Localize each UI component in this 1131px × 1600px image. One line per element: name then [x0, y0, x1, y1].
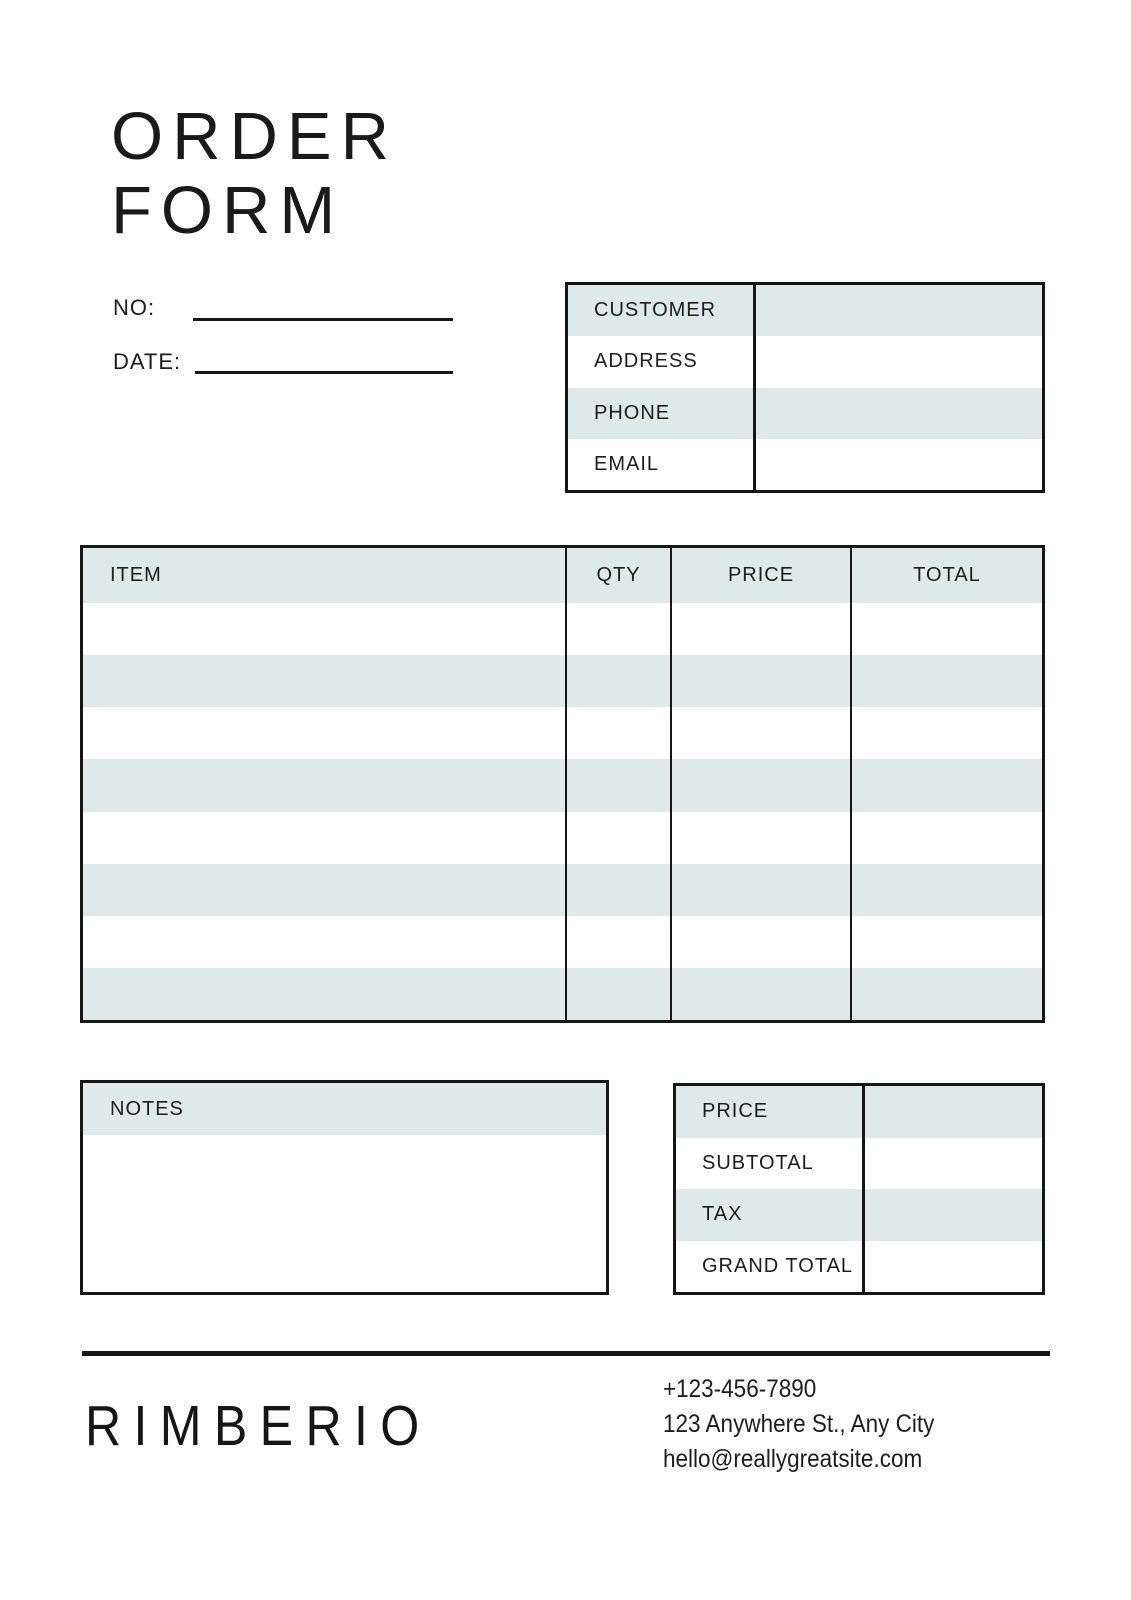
qty-cell[interactable]: [565, 603, 670, 655]
table-row: [568, 285, 1042, 336]
tax-value-cell[interactable]: [862, 1189, 1042, 1241]
table-row: [676, 1189, 1042, 1241]
contact-email: hello@reallygreatsite.com: [663, 1445, 923, 1473]
order-no-label: NO:: [113, 295, 156, 320]
customer-value-cell[interactable]: [753, 285, 1042, 336]
order-date-label: DATE:: [113, 349, 182, 374]
price-label: PRICE: [702, 1100, 769, 1123]
item-row: [83, 968, 1042, 1020]
item-cell[interactable]: [83, 916, 565, 968]
brand-logo: RIMBERIO: [85, 1394, 432, 1458]
total-cell[interactable]: [850, 759, 1042, 811]
table-row: [568, 388, 1042, 439]
qty-cell[interactable]: [565, 864, 670, 916]
subtotal-label: SUBTOTAL: [702, 1151, 814, 1174]
items-table: [80, 545, 1045, 1023]
item-cell[interactable]: [83, 812, 565, 864]
item-cell[interactable]: [83, 655, 565, 707]
total-cell[interactable]: [850, 968, 1042, 1020]
item-row: [83, 812, 1042, 864]
page-title: [111, 100, 398, 248]
page-title-line1: ORDER: [111, 99, 398, 174]
item-cell[interactable]: [83, 759, 565, 811]
qty-cell[interactable]: [565, 968, 670, 1020]
price-cell[interactable]: [670, 603, 850, 655]
item-cell[interactable]: [83, 707, 565, 759]
qty-cell[interactable]: [565, 759, 670, 811]
table-row: [676, 1138, 1042, 1190]
grand-total-label: GRAND TOTAL: [702, 1254, 854, 1277]
item-row: [83, 707, 1042, 759]
item-column-header: ITEM: [110, 564, 162, 586]
price-summary-table: [673, 1083, 1045, 1295]
table-row: [568, 439, 1042, 490]
total-cell[interactable]: [850, 812, 1042, 864]
item-cell[interactable]: [83, 864, 565, 916]
price-cell[interactable]: [670, 916, 850, 968]
order-date-input-line[interactable]: [195, 371, 453, 374]
footer-divider: [82, 1351, 1050, 1356]
qty-cell[interactable]: [565, 707, 670, 759]
price-cell[interactable]: [670, 968, 850, 1020]
subtotal-value-cell[interactable]: [862, 1138, 1042, 1190]
contact-phone: +123-456-7890: [663, 1375, 817, 1403]
item-cell[interactable]: [83, 603, 565, 655]
price-cell[interactable]: [670, 759, 850, 811]
contact-block: [663, 1372, 934, 1477]
address-label: ADDRESS: [594, 350, 698, 373]
tax-label: TAX: [702, 1203, 743, 1226]
qty-cell[interactable]: [565, 655, 670, 707]
price-column-header: PRICE: [670, 548, 850, 603]
grand-total-value-cell[interactable]: [862, 1241, 1042, 1293]
notes-box: [80, 1080, 609, 1295]
total-cell[interactable]: [850, 864, 1042, 916]
item-row: [83, 864, 1042, 916]
notes-label: NOTES: [83, 1083, 606, 1135]
price-cell[interactable]: [670, 655, 850, 707]
phone-label: PHONE: [594, 401, 671, 424]
item-cell[interactable]: [83, 968, 565, 1020]
price-cell[interactable]: [670, 812, 850, 864]
page-title-line2: FORM: [111, 173, 345, 248]
total-column-header: TOTAL: [850, 548, 1042, 603]
email-value-cell[interactable]: [753, 439, 1042, 490]
item-row: [83, 655, 1042, 707]
items-table-header: [83, 548, 1042, 603]
qty-cell[interactable]: [565, 916, 670, 968]
qty-cell[interactable]: [565, 812, 670, 864]
items-table-body: [83, 603, 1042, 1020]
item-row: [83, 916, 1042, 968]
address-value-cell[interactable]: [753, 336, 1042, 387]
item-row: [83, 759, 1042, 811]
customer-info-table: [565, 282, 1045, 493]
order-no-input-line[interactable]: [193, 318, 453, 321]
price-cell[interactable]: [670, 864, 850, 916]
total-cell[interactable]: [850, 916, 1042, 968]
item-row: [83, 603, 1042, 655]
table-row: [568, 336, 1042, 387]
total-cell[interactable]: [850, 603, 1042, 655]
table-row: [676, 1086, 1042, 1138]
notes-input-area[interactable]: [83, 1135, 606, 1292]
total-cell[interactable]: [850, 655, 1042, 707]
phone-value-cell[interactable]: [753, 388, 1042, 439]
total-cell[interactable]: [850, 707, 1042, 759]
customer-label: CUSTOMER: [594, 299, 717, 322]
qty-column-header: QTY: [565, 548, 670, 603]
email-label: EMAIL: [594, 452, 660, 475]
contact-address: 123 Anywhere St., Any City: [663, 1410, 935, 1438]
price-cell[interactable]: [670, 707, 850, 759]
table-row: [676, 1241, 1042, 1293]
price-value-cell[interactable]: [862, 1086, 1042, 1138]
